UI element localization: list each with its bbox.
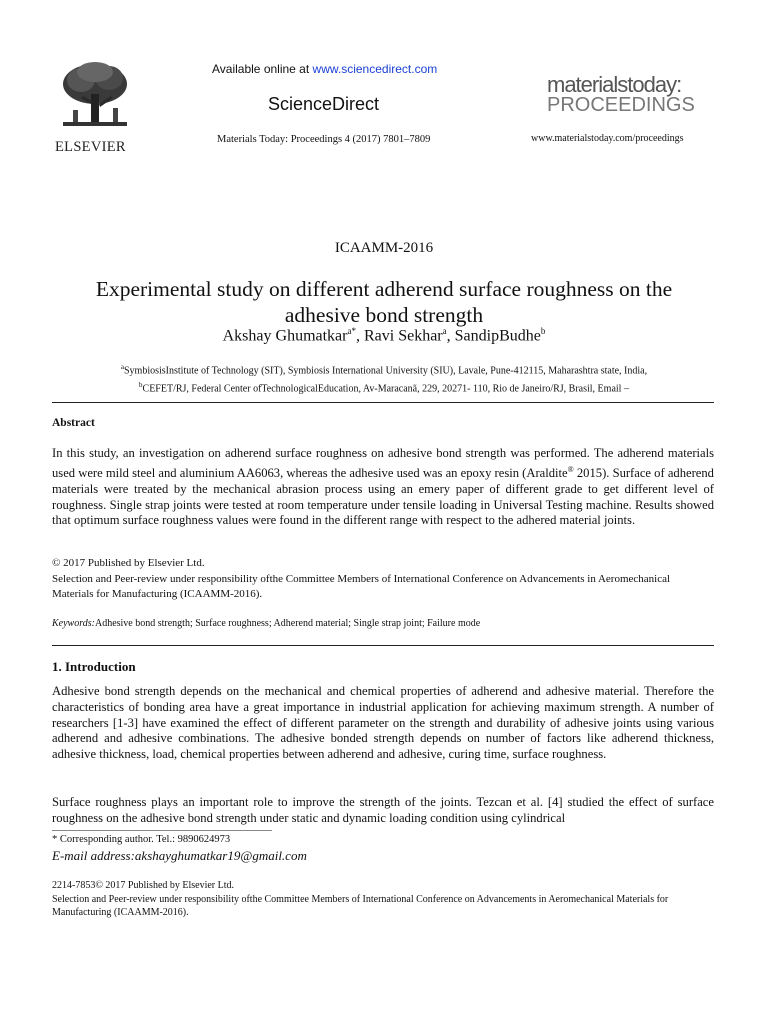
keywords: [52, 618, 480, 629]
conference-name: ICAAMM-2016: [334, 240, 434, 256]
author-sup: b: [540, 326, 546, 336]
title-line-2: adhesive bond strength: [284, 303, 484, 327]
sciencedirect-title: ScienceDirect: [268, 94, 380, 114]
affiliation-text: CEFET/RJ, Federal Center ofTechnologicalEducation, Av-Maracanã, 229, 20271- 110, Rio de Janeiro/RJ, Brasil, Email –: [142, 383, 629, 395]
materials-today-logo: [547, 72, 717, 116]
author-name: Ravi Sekhar: [363, 327, 443, 345]
elsevier-tree-icon: [55, 60, 135, 132]
affiliation-a: [0, 360, 768, 378]
affiliation-b: [0, 378, 768, 396]
intro-paragraph-1: Adhesive bond strength depends on the mechanical and chemical properties of adherend and adhesive material. Therefore the characteristics of bonding area have a great importance in industrial application for achieving maximum strength. A number of researchers [1-3] have examined the effect of different parameter on the strength and durability of adhesive joints using various adherend and adhesive combinations. The adhesive bonded strength depends on number of factors like adherend thickness, adhesive thickness, load, chemical properties between adherend and adhesive, curing time, surface roughness.: [52, 684, 714, 762]
affiliation-sup: a: [120, 363, 124, 371]
corresponding-author: * Corresponding author. Tel.: 9890624973: [52, 834, 231, 845]
divider-middle: [52, 645, 714, 646]
mt-url: www.materialstoday.com/proceedings: [531, 133, 684, 144]
authors: [0, 326, 768, 345]
elsevier-wordmark: ELSEVIER: [55, 139, 126, 155]
introduction-heading: 1. Introduction: [52, 659, 136, 674]
keywords-label: Keywords:: [52, 618, 95, 629]
copyright-line: © 2017 Published by Elsevier Ltd.: [52, 557, 205, 569]
mt-logo-bottom: PROCEEDINGS: [547, 94, 695, 116]
author-name: SandipBudhe: [454, 327, 541, 345]
abstract-part-1: In this study, an investigation on adherend surface roughness on adhesive bond strength was performed. The adherend materials used were mild steel and aluminium AA6063, whereas the adhesive used was an epoxy resin (Araldite: [52, 446, 714, 480]
abstract-text: [52, 446, 714, 529]
abstract-part-2: 2015). Surface of adherend materials were treated by the mechanical abrasion process using an emery paper of different grade to get different level of roughness. Single strap joints were tested at room temperature under tensile loading in Universal Testing machine. Results showed that optimum surface roughness values were found in the different range with respect to the adhered material joints.: [52, 465, 714, 528]
author-sep: ,: [355, 327, 364, 345]
keywords-text: Adhesive bond strength; Surface roughness; Adherend material; Single strap joint; Failure mode: [94, 618, 481, 629]
footer-issn: 2214-7853© 2017 Published by Elsevier Ltd.: [52, 880, 235, 891]
mt-logo-top: materialstoday:: [547, 72, 682, 97]
intro-paragraph-2: Surface roughness plays an important role to improve the strength of the joints. Tezcan et al. [4] studied the effect of surface roughness on the adhesive bond strength under static and dynamic loading condition using cylindrical: [52, 795, 714, 825]
title-line-1: Experimental study on different adherend surface roughness on the: [95, 277, 673, 301]
registered-mark: ®: [567, 464, 574, 474]
available-online: [212, 62, 437, 76]
author-sup: a: [442, 326, 447, 336]
footnote-rule: [52, 830, 272, 831]
footer-peer-review: Selection and Peer-review under responsibility ofthe Committee Members of International Conference on Advancements in Aeromechanical Materials for Manufacturing (ICAAMM-2016).: [52, 894, 669, 918]
author-sup: a*: [347, 326, 356, 336]
affiliations: [0, 360, 768, 397]
abstract-heading: Abstract: [52, 417, 95, 429]
available-prefix: Available online at: [212, 62, 313, 76]
affiliation-text: SymbiosisInstitute of Technology (SIT), Symbiosis International University (SIU), Lavale, Pune-412115, Maharashtra state, India,: [124, 365, 648, 377]
journal-reference: Materials Today: Proceedings 4 (2017) 7801–7809: [217, 134, 431, 145]
author-name: Akshay Ghumatkar: [222, 327, 348, 345]
divider-top: [52, 402, 714, 403]
sciencedirect-url-link[interactable]: www.sciencedirect.com: [312, 62, 438, 76]
elsevier-logo: [55, 60, 135, 155]
affiliation-sup: b: [139, 381, 143, 390]
peer-review-note: Selection and Peer-review under responsibility ofthe Committee Members of International Conference on Advancements in Aeromechanical Materials for Manufacturing (ICAAMM-2016).: [52, 573, 671, 600]
email-address[interactable]: E-mail address:akshayghumatkar19@gmail.com: [52, 848, 307, 863]
author-sep: ,: [446, 327, 455, 345]
paper-title: [30, 276, 738, 328]
